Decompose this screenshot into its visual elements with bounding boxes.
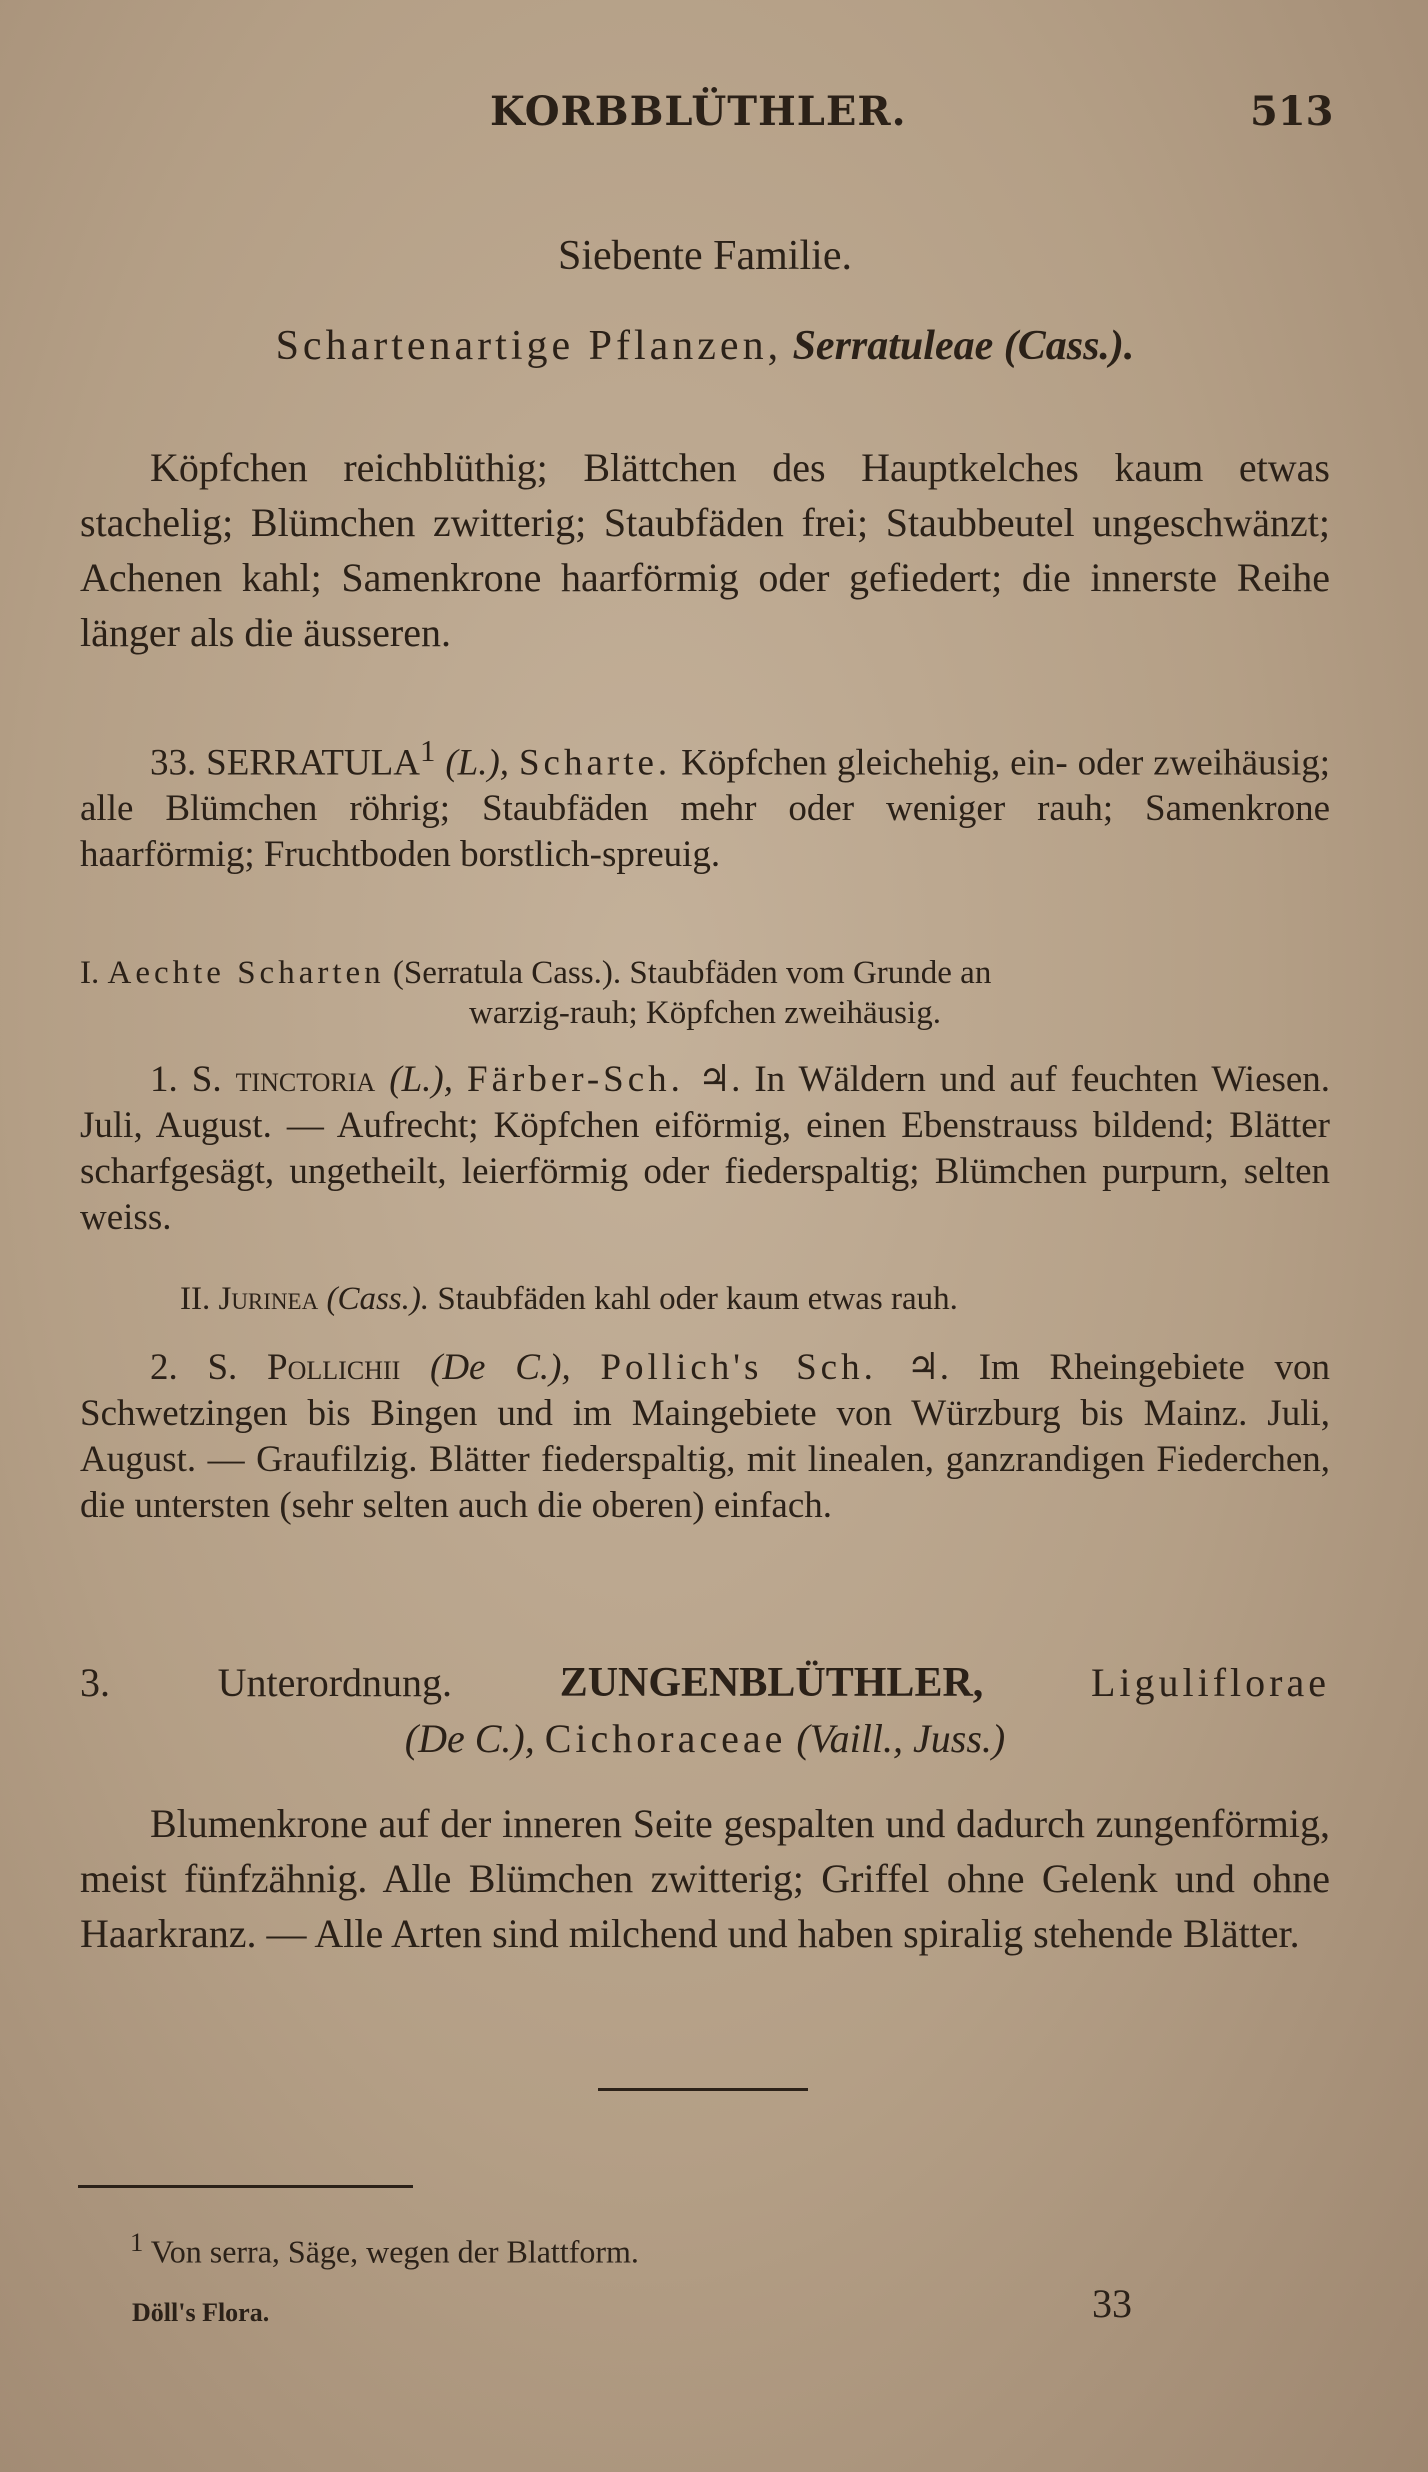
section1-line1: Staubfäden vom Grunde an: [629, 955, 992, 991]
section1-label: I.: [80, 955, 100, 991]
footnote-marker: 1: [130, 2227, 144, 2257]
genus-number: 33.: [150, 742, 197, 784]
footnote-ref: 1: [419, 734, 436, 768]
intro-paragraph: Köpfchen reichblüthig; Blättchen des Hauptkelches kaum etwas stachelig; Blümchen zwitterig; Staubfäden frei; Staubbeutel ungeschwänzt; Achenen kahl; Samenkrone haarförmig oder gefiedert; die innerste Reihe länger als die äusseren.: [80, 445, 1330, 655]
perennial-symbol: ♃.: [906, 1347, 949, 1388]
running-header: [0, 88, 1428, 148]
species1-text: In Wäldern und auf feuchten Wiesen. Juli, August. — Aufrecht; Köpfchen eiförmig, einen Ebenstrauss bildend; Blätter scharfgesägt, ungetheilt, leierförmig oder fiederspaltig; Blümchen purpurn, selten weiss.: [80, 1059, 1331, 1238]
suborder-prefix: 3. Unterordnung.: [80, 1660, 453, 1705]
section1-title: Aechte Scharten: [107, 955, 385, 991]
species1-common: Färber-Sch.: [467, 1059, 684, 1100]
suborder-latin1: Liguliflorae: [1090, 1660, 1330, 1705]
genus-common-name: Scharte.: [518, 742, 672, 784]
footnote-text: Von serra, Säge, wegen der Blattform.: [150, 2233, 639, 2270]
species1-name: tinctoria: [235, 1059, 376, 1100]
section1-latin: (Serratula Cass.).: [392, 955, 622, 991]
perennial-symbol: ♃.: [697, 1059, 741, 1100]
family-title: Siebente Familie.: [558, 233, 852, 279]
section-heading-2: [80, 1281, 1330, 1318]
suborder-paragraph: Blumenkrone auf der inneren Seite gespalten und dadurch zungenförmig, meist fünfzähnig. Alle Blümchen zwitterig; Griffel ohne Gelenk und ohne Haarkranz. — Alle Arten sind milchend und haben spiralig stehende Blätter.: [80, 1801, 1330, 1956]
suborder-heading: [80, 1655, 1330, 1767]
footer-title: Döll's Flora.: [132, 2298, 270, 2327]
genus-description: Köpfchen gleichehig, ein- oder zweihäusig; alle Blümchen röhrig; Staubfäden mehr oder weniger rauh; Samenkrone haarförmig; Fruchtboden borstlich-spreuig.: [80, 742, 1331, 876]
signature-mark: 33: [1092, 2281, 1132, 2326]
page-number: 513: [1250, 88, 1334, 135]
suborder-authority2: (Vaill., Juss.): [796, 1716, 1006, 1761]
suborder-latin2: Cichoraceae: [544, 1716, 787, 1761]
footnote: [130, 2227, 639, 2271]
suborder-line2: [80, 1711, 1330, 1767]
section2-latin: (Cass.).: [326, 1281, 430, 1317]
species1-number: 1. S.: [150, 1059, 222, 1100]
species2-authority: (De C.),: [430, 1347, 571, 1388]
genus-authority: (L.),: [445, 742, 510, 784]
species2-text: Im Rheingebiete von Schwetzingen bis Bingen und im Maingebiete von Würzburg bis Mainz. Juli, August. — Graufilzig. Blätter fiederspaltig, mit linealen, ganzrandigen Fiederchen, die untersten (sehr selten auch die oberen) einfach.: [80, 1347, 1330, 1526]
group-name: Schartenartige Pflanzen,: [275, 323, 783, 369]
section2-text: Staubfäden kahl oder kaum etwas rauh.: [437, 1281, 958, 1317]
section-heading-1: [80, 953, 1330, 1033]
suborder-name: ZUNGENBLÜTHLER,: [559, 1660, 984, 1706]
genus-name: SERRATULA: [206, 742, 420, 784]
species-entry-2: [80, 1345, 1330, 1529]
species2-name: Pollichii: [267, 1347, 401, 1388]
genus-entry: [80, 728, 1330, 878]
suborder-line1: [80, 1655, 1330, 1711]
section2-title: Jurinea: [218, 1281, 319, 1317]
species1-authority: (L.),: [389, 1059, 453, 1100]
section-divider: [598, 2088, 808, 2091]
group-latin: Serratuleae (Cass.).: [792, 323, 1135, 369]
group-title: [80, 322, 1330, 370]
section1-line2: warzig-rauh; Köpfchen zweihäusig.: [469, 995, 941, 1031]
species-entry-1: [80, 1057, 1330, 1241]
section2-label: II.: [180, 1281, 211, 1317]
species2-common: Pollich's Sch.: [600, 1347, 877, 1388]
suborder-authority1: (De C.),: [404, 1716, 535, 1761]
species2-number: 2. S.: [150, 1347, 238, 1388]
running-head: KORBBLÜTHLER.: [490, 88, 907, 135]
footnote-rule: [78, 2185, 413, 2188]
